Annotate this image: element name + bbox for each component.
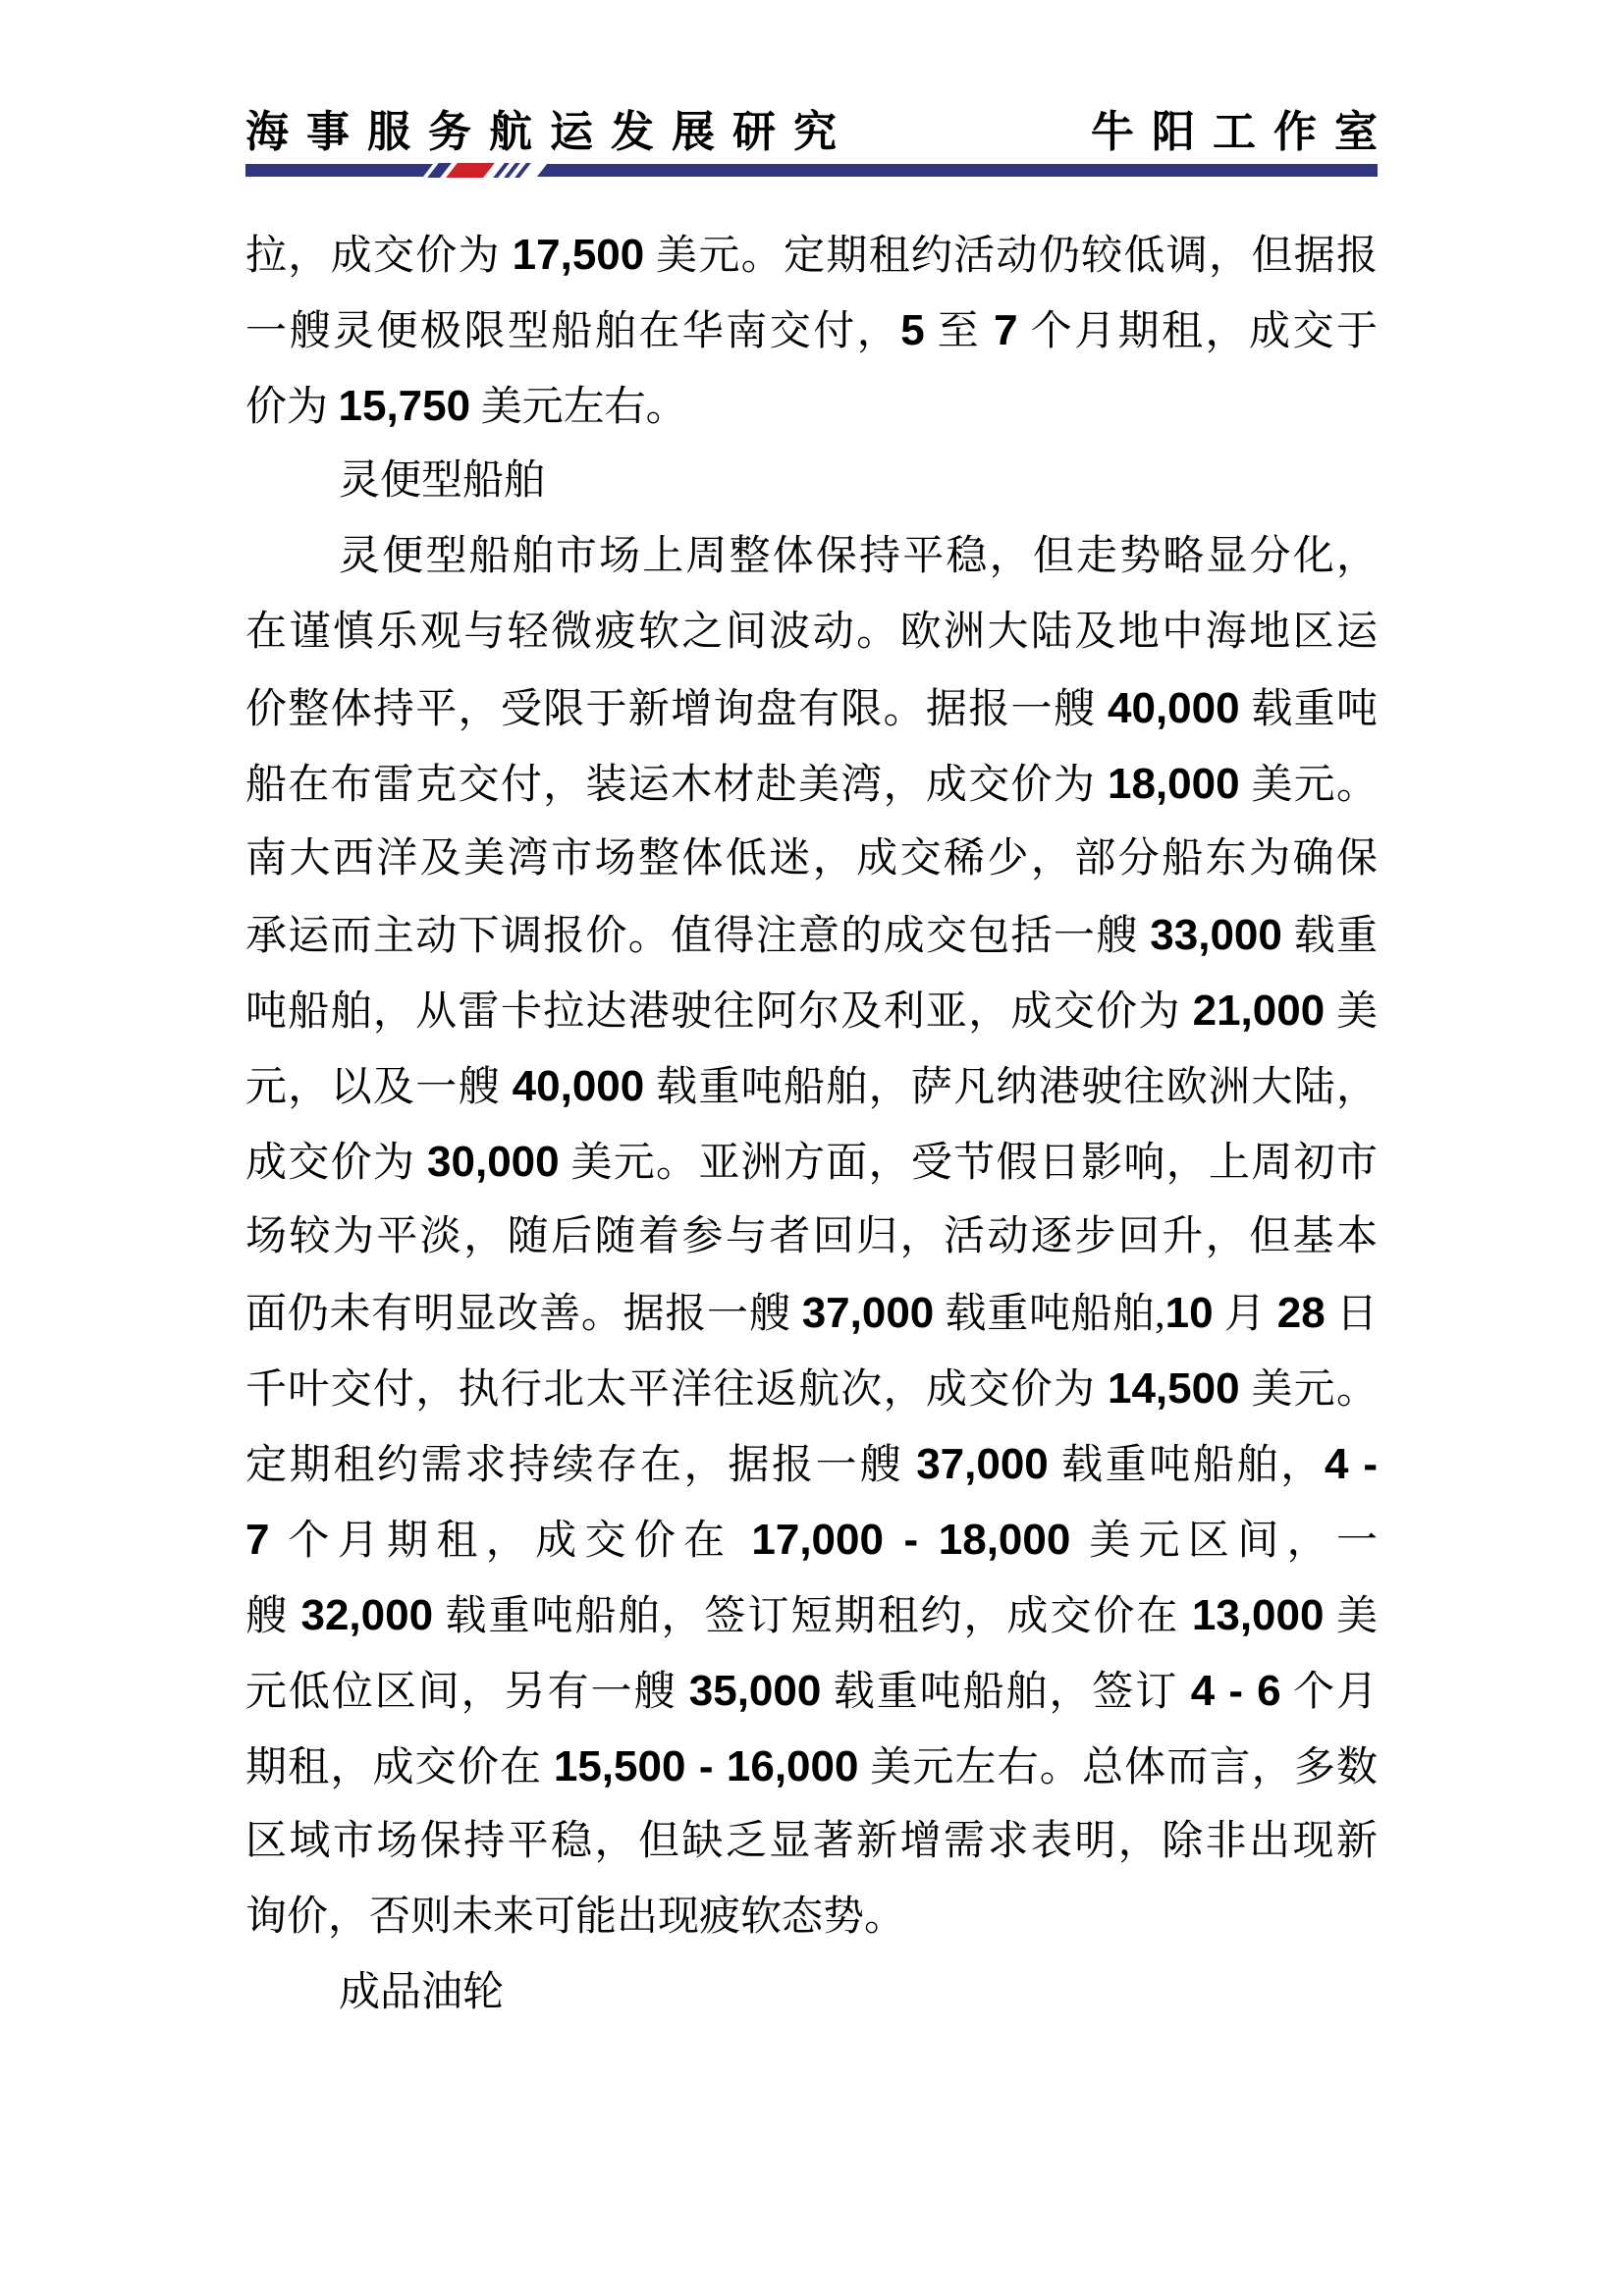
body-line: [245, 519, 1378, 595]
text-run: 南大西洋及美湾市场整体低迷，成交稀少，部分船东为确保: [245, 836, 1378, 881]
text-run: 至: [924, 309, 995, 354]
text-run: 灵便型船舶市场上周整体保持平稳，但走势略显分化，: [339, 534, 1378, 579]
body-line: [245, 1426, 1378, 1502]
section-heading: [245, 444, 1378, 519]
text-run: 吨船舶，从雷卡拉达港驶往阿尔及利亚，成交价为: [245, 989, 1193, 1035]
text-run: 一艘灵便极限型船舶在华南交付，: [245, 309, 901, 354]
section-heading: [245, 1955, 1378, 2031]
text-run: 元低位区间，另有一艘: [245, 1670, 689, 1715]
text-run: 承运而主动下调报价。值得注意的成交包括一艘: [245, 914, 1151, 959]
body-line: [245, 897, 1378, 973]
text-run: 询价，否则未来可能出现疲软态势。: [245, 1895, 906, 1940]
text-run: 美元。亚洲方面，受节假日影响，上周初市: [559, 1141, 1378, 1186]
body-line: [245, 1351, 1378, 1426]
number-run: 15,500 - 16,000: [553, 1742, 859, 1790]
text-run: 个月: [1280, 1670, 1378, 1715]
text-run: 日: [1325, 1292, 1378, 1337]
text-run: 美: [1325, 989, 1378, 1035]
number-run: 14,500: [1107, 1364, 1240, 1413]
number-run: 40,000: [512, 1062, 645, 1110]
text-run: 载重: [1281, 914, 1378, 959]
body-line: [245, 1880, 1378, 1955]
text-run: 载重吨船舶，签订: [821, 1670, 1191, 1715]
text-run: 载重吨船舶，: [1048, 1443, 1325, 1488]
body-line: [245, 1653, 1378, 1729]
number-run: 4 -: [1324, 1440, 1378, 1488]
text-run: 成品油轮: [339, 1970, 505, 2015]
body-line: [245, 368, 1378, 444]
header-rule: [245, 164, 1378, 177]
number-run: 10: [1164, 1289, 1214, 1337]
number-run: 40,000: [1107, 684, 1240, 732]
number-run: 18,000: [1107, 760, 1240, 808]
body-line: [245, 746, 1378, 822]
number-run: 37,000: [916, 1440, 1049, 1488]
text-run: 载重吨船舶，签订短期租约，成交价在: [433, 1594, 1192, 1639]
number-run: 21,000: [1192, 987, 1326, 1035]
text-run: 场较为平淡，随后随着参与者回归，活动逐步回升，但基本: [245, 1214, 1378, 1259]
text-run: 灵便型船舶: [339, 458, 546, 504]
text-run: 千叶交付，执行北太平洋往返航次，成交价为: [245, 1367, 1108, 1413]
body-line: [245, 822, 1378, 897]
text-run: 元，以及一艘: [245, 1065, 513, 1110]
body-line: [245, 595, 1378, 670]
text-run: 美: [1324, 1594, 1378, 1639]
text-run: 载重吨: [1239, 687, 1378, 732]
text-run: 拉，成交价为: [245, 234, 513, 279]
text-run: 价为: [245, 385, 339, 430]
number-run: 33,000: [1150, 911, 1282, 959]
text-run: 面仍未有明显改善。据报一艘: [245, 1292, 802, 1337]
number-run: 15,750: [338, 382, 471, 430]
body-line: [245, 1275, 1378, 1351]
body-line: [245, 1200, 1378, 1275]
body-line: [245, 1048, 1378, 1124]
body-line: [245, 293, 1378, 368]
text-run: 期租，成交价在: [245, 1745, 554, 1790]
body-line: [245, 1729, 1378, 1804]
body-line: [245, 1804, 1378, 1880]
text-run: 船在布雷克交付，装运木材赴美湾，成交价为: [245, 763, 1108, 808]
number-run: 4 - 6: [1190, 1667, 1281, 1715]
body-line: [245, 1577, 1378, 1653]
body-line: [245, 217, 1378, 293]
body-line: [245, 1124, 1378, 1200]
text-run: 美元。: [1239, 763, 1378, 808]
body-line: [245, 670, 1378, 746]
text-run: 月: [1213, 1292, 1277, 1337]
number-run: 32,000: [300, 1591, 434, 1639]
number-run: 28: [1276, 1289, 1326, 1337]
text-run: 艘: [245, 1594, 301, 1639]
number-run: 7: [994, 306, 1018, 354]
text-run: 定期租约需求持续存在，据报一艘: [245, 1443, 917, 1488]
number-run: 13,000: [1191, 1591, 1325, 1639]
document-body: [245, 217, 1378, 2031]
text-run: 载重吨船舶,: [934, 1292, 1165, 1337]
rule-red-accent: [446, 163, 495, 178]
body-line: [245, 973, 1378, 1048]
text-run: 美元。: [1239, 1367, 1378, 1413]
header-title-right: 牛阳工作室: [1091, 108, 1395, 156]
text-run: 美元左右。总体而言，多数: [858, 1745, 1378, 1790]
text-run: 在谨慎乐观与轻微疲软之间波动。欧洲大陆及地中海地区运: [245, 610, 1378, 655]
text-run: 美元左右。: [470, 385, 687, 430]
text-run: 成交价为: [245, 1141, 428, 1186]
text-run: 个月期租，成交于: [1017, 309, 1378, 354]
header-title-left: 海事服务航运发展研究: [245, 108, 854, 156]
text-run: 载重吨船舶，萨凡纳港驶往欧洲大陆，: [644, 1065, 1378, 1110]
text-run: 美元区间，一: [1070, 1519, 1378, 1564]
number-run: 5: [900, 306, 925, 354]
text-run: 价整体持平，受限于新增询盘有限。据报一艘: [245, 687, 1108, 732]
header-rule-decoration: [422, 163, 548, 178]
text-run: 美元。定期租约活动仍较低调，但据报: [644, 234, 1378, 279]
text-run: 区域市场保持平稳，但缺乏显著新增需求表明，除非出现新: [245, 1819, 1378, 1864]
page-header: [245, 96, 1395, 159]
number-run: 30,000: [427, 1138, 560, 1186]
number-run: 35,000: [688, 1667, 822, 1715]
text-run: 个月期租，成交价在: [269, 1519, 752, 1564]
number-run: 17,000 - 18,000: [751, 1516, 1071, 1564]
body-line: [245, 1502, 1378, 1577]
number-run: 17,500: [512, 231, 645, 279]
number-run: 37,000: [801, 1289, 935, 1337]
number-run: 7: [245, 1516, 270, 1564]
